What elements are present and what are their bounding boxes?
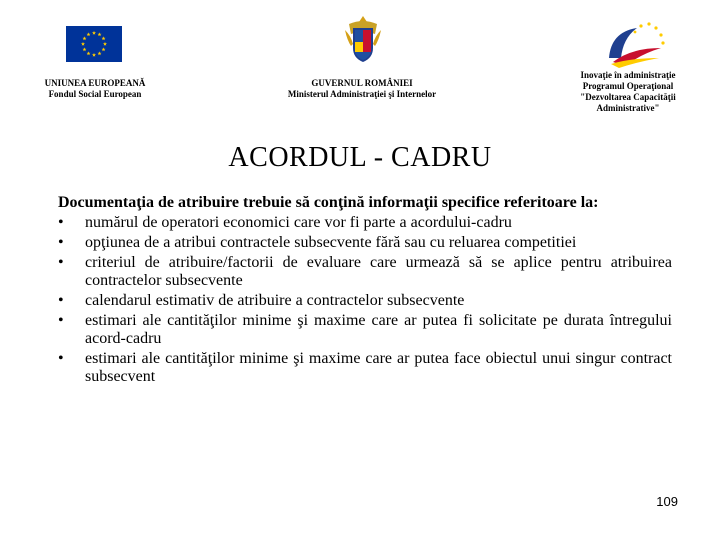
- eu-header-text: [20, 78, 170, 100]
- pod-header-text: [548, 70, 708, 114]
- bullet-icon: •: [58, 254, 64, 271]
- pod-header-line3: "Dezvoltarea Capacităţii: [580, 92, 676, 102]
- eu-header-line2: Fondul Social European: [48, 89, 142, 99]
- eu-header-line1: UNIUNEA EUROPEANĂ: [44, 78, 146, 88]
- bullet-icon: •: [58, 350, 64, 367]
- intro-text: Documentaţia de atribuire trebuie să conţină informaţii specifice referitoare la:: [58, 194, 599, 211]
- list-item: [58, 292, 672, 310]
- slide-title: [0, 142, 720, 174]
- list-item-text: estimari ale cantităţilor minime şi maxime care ar putea fi solicitate pe durata întregului acord-cadru: [85, 312, 672, 347]
- bullet-list: [58, 214, 672, 386]
- list-item-text: criteriul de atribuire/factorii de evaluare care urmează să se aplice pentru atribuirea contractelor subsecvente: [85, 254, 672, 289]
- gov-header-text: [262, 78, 462, 100]
- bullet-icon: •: [58, 292, 64, 309]
- pod-header-line2: Programul Operaţional: [582, 81, 674, 91]
- pod-header-line4: Administrative": [596, 103, 660, 113]
- list-item-text: opţiunea de a atribui contractele subsecvente fără sau cu reluarea competitiei: [85, 234, 577, 251]
- list-item-text: calendarul estimativ de atribuire a contractelor subsecvente: [85, 292, 465, 309]
- page-number: 109: [656, 494, 678, 509]
- bullet-icon: •: [58, 312, 64, 329]
- bullet-icon: •: [58, 234, 64, 251]
- romania-coat-of-arms-icon: [343, 14, 383, 64]
- slide-title-text: ACORDUL - CADRU: [228, 142, 492, 173]
- pod-header-line1: Inovaţie în administraţie: [580, 70, 676, 80]
- eu-flag-icon: [66, 26, 122, 62]
- list-item-text: estimari ale cantităţilor minime şi maxime care ar putea face obiectul unui singur contract subsecvent: [85, 350, 672, 385]
- list-item: [58, 234, 672, 252]
- list-item: [58, 254, 672, 290]
- bullet-icon: •: [58, 214, 64, 231]
- list-item: [58, 312, 672, 348]
- gov-header-line2: Ministerul Administraţiei şi Internelor: [287, 89, 437, 99]
- list-item: [58, 214, 672, 232]
- pod-logo-icon: [601, 18, 671, 70]
- slide-content: [58, 194, 672, 388]
- list-item-text: numărul de operatori economici care vor fi parte a acordului-cadru: [85, 214, 512, 231]
- list-item: [58, 350, 672, 386]
- gov-header-line1: GUVERNUL ROMÂNIEI: [311, 78, 413, 88]
